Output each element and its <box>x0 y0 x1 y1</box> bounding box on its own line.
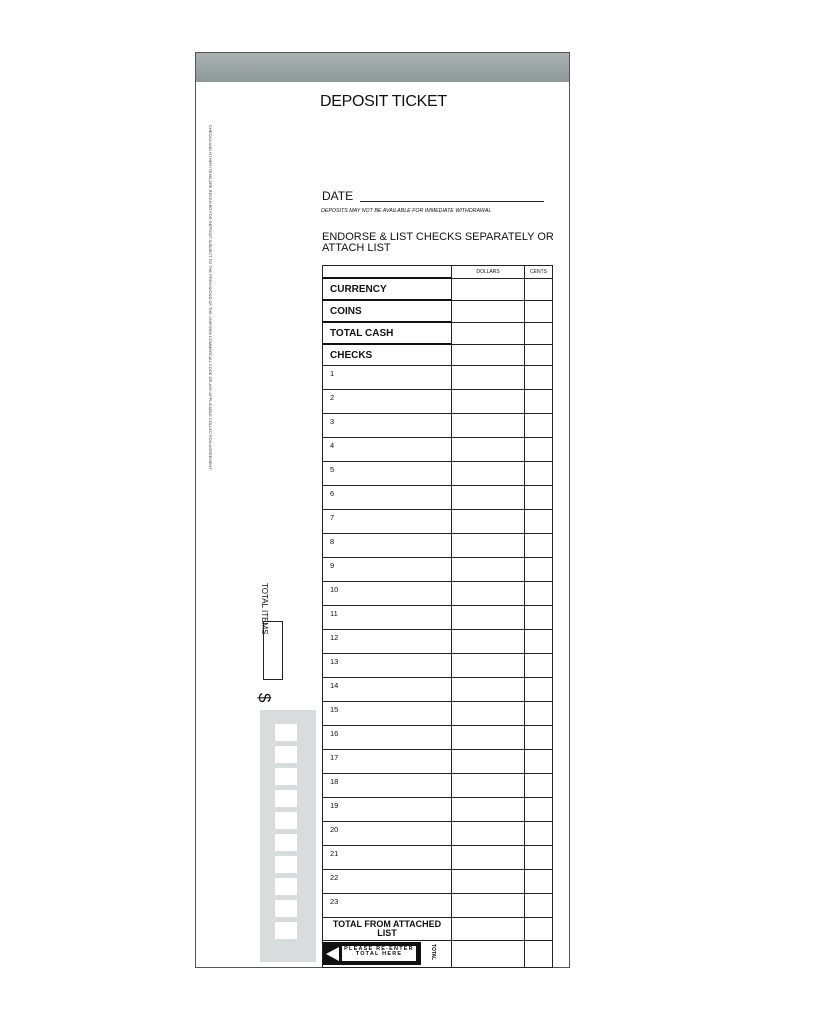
total-items-text: TOTAL ITEMS <box>260 583 269 635</box>
dollars-cell[interactable] <box>452 344 525 366</box>
grand-total-row <box>323 941 553 968</box>
check-row <box>323 414 553 438</box>
reenter-text: PLEASE RE-ENTER TOTAL HERE <box>342 946 416 961</box>
reenter-arrow-box <box>323 942 421 965</box>
check-row <box>323 462 553 486</box>
dollars-cell[interactable] <box>452 558 525 582</box>
cents-cell[interactable] <box>525 510 553 534</box>
digit-box[interactable] <box>275 790 297 807</box>
legal-side-text-content: CHECKS AND OTHER ITEMS ARE RECEIVED FOR DEPOSIT SUBJECT TO THE PROVISIONS OF THE UNIFORM COMMERCIAL CODE OR ANY APPLICABLE COLLECTION AGREEMENT <box>208 125 213 470</box>
check-row <box>323 894 553 918</box>
dollars-cell[interactable] <box>452 390 525 414</box>
cents-cell[interactable] <box>525 630 553 654</box>
cents-cell[interactable] <box>525 750 553 774</box>
section-row <box>323 322 553 344</box>
cents-cell[interactable] <box>525 798 553 822</box>
digit-box[interactable] <box>275 856 297 873</box>
check-number: 23 <box>323 894 452 918</box>
check-row <box>323 702 553 726</box>
cents-cell[interactable] <box>525 894 553 918</box>
dollars-cell[interactable] <box>452 846 525 870</box>
cents-header: CENTS <box>525 266 553 279</box>
dollars-cell[interactable] <box>452 486 525 510</box>
dollars-cell[interactable] <box>452 462 525 486</box>
header-blank <box>323 266 452 279</box>
check-number: 5 <box>323 462 452 486</box>
cents-cell[interactable] <box>525 726 553 750</box>
section-label: CURRENCY <box>323 278 452 300</box>
dollars-cell[interactable] <box>452 534 525 558</box>
check-number: 12 <box>323 630 452 654</box>
availability-note: DEPOSITS MAY NOT BE AVAILABLE FOR IMMEDIATE WITHDRAWAL <box>321 208 492 214</box>
cents-cell[interactable] <box>525 702 553 726</box>
digit-box[interactable] <box>275 768 297 785</box>
cents-cell[interactable] <box>525 390 553 414</box>
check-row <box>323 438 553 462</box>
check-row <box>323 390 553 414</box>
total-vertical-label <box>424 941 443 967</box>
section-row <box>323 300 553 322</box>
check-row <box>323 630 553 654</box>
legal-side-text <box>205 125 213 615</box>
cents-cell[interactable] <box>525 462 553 486</box>
arrow-left-icon <box>326 947 339 961</box>
cents-cell[interactable] <box>525 654 553 678</box>
dollars-cell[interactable] <box>452 278 525 300</box>
check-row <box>323 726 553 750</box>
attached-total-row <box>323 918 553 941</box>
check-number: 9 <box>323 558 452 582</box>
cents-cell[interactable] <box>525 774 553 798</box>
total-items-field[interactable] <box>263 621 283 680</box>
reenter-total-label <box>323 941 452 968</box>
dollars-cell[interactable] <box>452 894 525 918</box>
section-row <box>323 344 553 366</box>
cents-cell[interactable] <box>525 414 553 438</box>
check-number: 4 <box>323 438 452 462</box>
date-field[interactable] <box>360 201 544 202</box>
check-number: 7 <box>323 510 452 534</box>
check-number: 13 <box>323 654 452 678</box>
ticket-top-bar <box>196 53 569 82</box>
cents-cell[interactable] <box>525 822 553 846</box>
check-row <box>323 510 553 534</box>
check-number: 3 <box>323 414 452 438</box>
check-number: 21 <box>323 846 452 870</box>
dollars-cell[interactable] <box>452 702 525 726</box>
dollars-cell[interactable] <box>452 654 525 678</box>
check-row <box>323 846 553 870</box>
check-number: 20 <box>323 822 452 846</box>
cents-cell[interactable] <box>525 941 553 968</box>
check-number: 16 <box>323 726 452 750</box>
dollars-cell[interactable] <box>452 630 525 654</box>
total-items-label <box>247 583 269 635</box>
cents-cell[interactable] <box>525 582 553 606</box>
check-number: 10 <box>323 582 452 606</box>
digit-box[interactable] <box>275 878 297 895</box>
dollars-cell[interactable] <box>452 300 525 322</box>
check-row <box>323 366 553 390</box>
check-number: 19 <box>323 798 452 822</box>
check-number: 8 <box>323 534 452 558</box>
cents-cell[interactable] <box>525 558 553 582</box>
deposit-ticket <box>195 52 570 968</box>
cents-cell[interactable] <box>525 678 553 702</box>
dollars-cell[interactable] <box>452 918 525 941</box>
cents-cell[interactable] <box>525 918 553 941</box>
check-row <box>323 606 553 630</box>
dollars-cell[interactable] <box>452 726 525 750</box>
deposit-entry-table <box>322 265 553 968</box>
dollars-cell[interactable] <box>452 678 525 702</box>
dollars-cell[interactable] <box>452 822 525 846</box>
check-row <box>323 582 553 606</box>
check-number: 6 <box>323 486 452 510</box>
attached-list-label: TOTAL FROM ATTACHED LIST <box>323 918 452 941</box>
check-number: 22 <box>323 870 452 894</box>
amount-digit-strip <box>260 710 316 962</box>
digit-box[interactable] <box>275 746 297 763</box>
check-row <box>323 822 553 846</box>
cents-cell[interactable] <box>525 606 553 630</box>
check-number: 1 <box>323 366 452 390</box>
cents-cell[interactable] <box>525 846 553 870</box>
dollars-cell[interactable] <box>452 606 525 630</box>
dollars-cell[interactable] <box>452 941 525 968</box>
digit-box[interactable] <box>275 724 297 741</box>
date-label: DATE <box>322 189 354 203</box>
cents-cell[interactable] <box>525 322 553 344</box>
ticket-title: DEPOSIT TICKET <box>320 93 447 110</box>
check-row <box>323 798 553 822</box>
cents-cell[interactable] <box>525 366 553 390</box>
cents-cell[interactable] <box>525 534 553 558</box>
digit-box[interactable] <box>275 922 297 939</box>
cents-cell[interactable] <box>525 300 553 322</box>
check-row <box>323 870 553 894</box>
dollars-header: DOLLARS <box>452 266 525 279</box>
section-label: COINS <box>323 300 452 322</box>
check-number: 15 <box>323 702 452 726</box>
cents-cell[interactable] <box>525 278 553 300</box>
check-row <box>323 774 553 798</box>
check-row <box>323 654 553 678</box>
dollars-cell[interactable] <box>452 366 525 390</box>
dollars-cell[interactable] <box>452 438 525 462</box>
check-number: 14 <box>323 678 452 702</box>
cents-cell[interactable] <box>525 486 553 510</box>
header-row <box>323 266 553 279</box>
dollars-cell[interactable] <box>452 582 525 606</box>
digit-box[interactable] <box>275 812 297 829</box>
dollars-cell[interactable] <box>452 750 525 774</box>
dollars-cell[interactable] <box>452 510 525 534</box>
section-label: CHECKS <box>323 344 452 366</box>
cents-cell[interactable] <box>525 438 553 462</box>
dollars-cell[interactable] <box>452 774 525 798</box>
endorse-instructions: ENDORSE & LIST CHECKS SEPARATELY OR ATTACH LIST <box>322 231 554 254</box>
check-row <box>323 678 553 702</box>
cents-cell[interactable] <box>525 344 553 366</box>
dollars-cell[interactable] <box>452 414 525 438</box>
section-label: TOTAL CASH <box>323 322 452 344</box>
check-row <box>323 558 553 582</box>
dollars-cell[interactable] <box>452 798 525 822</box>
check-number: 2 <box>323 390 452 414</box>
check-number: 11 <box>323 606 452 630</box>
check-number: 18 <box>323 774 452 798</box>
cents-cell[interactable] <box>525 870 553 894</box>
check-row <box>323 486 553 510</box>
dollars-cell[interactable] <box>452 870 525 894</box>
digit-box[interactable] <box>275 900 297 917</box>
dollars-cell[interactable] <box>452 322 525 344</box>
check-row <box>323 750 553 774</box>
total-text: TOTAL <box>430 944 436 961</box>
dollar-sign: $ <box>255 693 274 703</box>
digit-box[interactable] <box>275 834 297 851</box>
check-number: 17 <box>323 750 452 774</box>
section-row <box>323 278 553 300</box>
check-row <box>323 534 553 558</box>
